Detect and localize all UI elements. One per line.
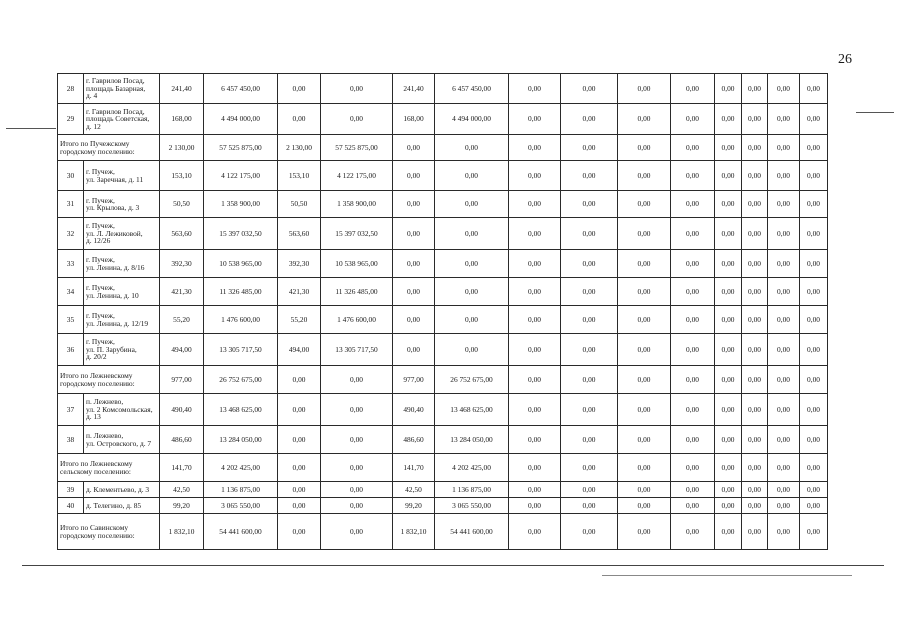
address-cell: п. Лежнево, ул. 2 Комсомольская, д. 13	[84, 394, 160, 426]
value-cell: 6 457 450,00	[204, 74, 278, 104]
value-cell: 421,30	[160, 278, 204, 306]
address-cell: г. Пучеж, ул. Ленина, д. 10	[84, 278, 160, 306]
address-cell: д. Клементьево, д. 3	[84, 482, 160, 498]
value-cell: 0,00	[742, 135, 768, 161]
subtotal-label: Итого по Лежневскому сельскому поселению:	[58, 454, 160, 482]
value-cell: 0,00	[618, 278, 671, 306]
value-cell: 486,60	[393, 426, 435, 454]
value-cell: 0,00	[509, 482, 561, 498]
value-cell: 0,00	[509, 161, 561, 191]
value-cell: 1 358 900,00	[204, 191, 278, 218]
value-cell: 0,00	[618, 426, 671, 454]
value-cell: 0,00	[715, 306, 742, 334]
value-cell: 15 397 032,50	[321, 218, 393, 250]
value-cell: 0,00	[671, 454, 715, 482]
value-cell: 0,00	[321, 454, 393, 482]
value-cell: 0,00	[715, 161, 742, 191]
value-cell: 0,00	[768, 366, 800, 394]
value-cell: 0,00	[768, 278, 800, 306]
table-row	[58, 250, 828, 278]
row-number: 37	[58, 394, 84, 426]
value-cell: 0,00	[509, 135, 561, 161]
value-cell: 0,00	[800, 514, 828, 550]
value-cell: 13 305 717,50	[321, 334, 393, 366]
value-cell: 0,00	[742, 191, 768, 218]
value-cell: 26 752 675,00	[435, 366, 509, 394]
row-number: 32	[58, 218, 84, 250]
value-cell: 0,00	[561, 135, 618, 161]
value-cell: 99,20	[160, 498, 204, 514]
value-cell: 490,40	[160, 394, 204, 426]
subtotal-row	[58, 366, 828, 394]
value-cell: 0,00	[278, 482, 321, 498]
value-cell: 0,00	[671, 498, 715, 514]
value-cell: 0,00	[671, 306, 715, 334]
left-margin-mark	[6, 128, 56, 129]
value-cell: 0,00	[715, 514, 742, 550]
value-cell: 0,00	[618, 218, 671, 250]
address-cell: г. Пучеж, ул. Ленина, д. 12/19	[84, 306, 160, 334]
value-cell: 0,00	[768, 334, 800, 366]
value-cell: 0,00	[768, 135, 800, 161]
value-cell: 0,00	[561, 498, 618, 514]
value-cell: 0,00	[800, 218, 828, 250]
value-cell: 421,30	[278, 278, 321, 306]
value-cell: 0,00	[561, 514, 618, 550]
value-cell: 0,00	[800, 394, 828, 426]
value-cell: 0,00	[509, 191, 561, 218]
value-cell: 0,00	[435, 334, 509, 366]
table-row	[58, 191, 828, 218]
value-cell: 0,00	[715, 394, 742, 426]
value-cell: 13 468 625,00	[435, 394, 509, 426]
value-cell: 0,00	[435, 135, 509, 161]
value-cell: 0,00	[671, 218, 715, 250]
row-number: 30	[58, 161, 84, 191]
bottom-rule	[22, 565, 884, 566]
value-cell: 0,00	[800, 250, 828, 278]
value-cell: 0,00	[561, 394, 618, 426]
page-number: 26	[838, 52, 852, 67]
value-cell: 1 136 875,00	[435, 482, 509, 498]
table-row	[58, 74, 828, 104]
value-cell: 55,20	[160, 306, 204, 334]
value-cell: 0,00	[800, 278, 828, 306]
value-cell: 0,00	[618, 514, 671, 550]
value-cell: 0,00	[509, 498, 561, 514]
value-cell: 1 136 875,00	[204, 482, 278, 498]
value-cell: 0,00	[509, 366, 561, 394]
value-cell: 563,60	[278, 218, 321, 250]
value-cell: 0,00	[321, 366, 393, 394]
value-cell: 0,00	[715, 426, 742, 454]
subtotal-label: Итого по Савинскому городскому поселению:	[58, 514, 160, 550]
value-cell: 0,00	[561, 278, 618, 306]
value-cell: 0,00	[671, 135, 715, 161]
value-cell: 0,00	[800, 454, 828, 482]
value-cell: 0,00	[618, 498, 671, 514]
value-cell: 0,00	[742, 278, 768, 306]
value-cell: 0,00	[393, 306, 435, 334]
value-cell: 0,00	[800, 426, 828, 454]
value-cell: 2 130,00	[278, 135, 321, 161]
value-cell: 241,40	[160, 74, 204, 104]
table-row	[58, 498, 828, 514]
value-cell: 0,00	[321, 498, 393, 514]
value-cell: 4 494 000,00	[204, 104, 278, 135]
value-cell: 0,00	[671, 191, 715, 218]
value-cell: 0,00	[393, 334, 435, 366]
table-row	[58, 218, 828, 250]
value-cell: 0,00	[715, 366, 742, 394]
value-cell: 0,00	[768, 394, 800, 426]
value-cell: 0,00	[278, 498, 321, 514]
value-cell: 0,00	[715, 250, 742, 278]
value-cell: 13 468 625,00	[204, 394, 278, 426]
value-cell: 3 065 550,00	[435, 498, 509, 514]
value-cell: 57 525 875,00	[204, 135, 278, 161]
row-number: 31	[58, 191, 84, 218]
value-cell: 0,00	[671, 514, 715, 550]
value-cell: 141,70	[393, 454, 435, 482]
value-cell: 26 752 675,00	[204, 366, 278, 394]
value-cell: 0,00	[768, 191, 800, 218]
value-cell: 0,00	[393, 250, 435, 278]
value-cell: 0,00	[321, 426, 393, 454]
value-cell: 0,00	[768, 454, 800, 482]
value-cell: 0,00	[618, 161, 671, 191]
value-cell: 0,00	[509, 278, 561, 306]
value-cell: 0,00	[321, 74, 393, 104]
value-cell: 0,00	[742, 334, 768, 366]
value-cell: 0,00	[561, 74, 618, 104]
value-cell: 0,00	[715, 104, 742, 135]
value-cell: 0,00	[509, 104, 561, 135]
value-cell: 4 122 175,00	[204, 161, 278, 191]
value-cell: 0,00	[393, 218, 435, 250]
value-cell: 0,00	[671, 394, 715, 426]
value-cell: 977,00	[393, 366, 435, 394]
value-cell: 0,00	[671, 334, 715, 366]
row-number: 38	[58, 426, 84, 454]
address-cell: г. Пучеж, ул. Ленина, д. 8/16	[84, 250, 160, 278]
value-cell: 1 476 600,00	[321, 306, 393, 334]
value-cell: 0,00	[278, 366, 321, 394]
value-cell: 0,00	[800, 135, 828, 161]
value-cell: 0,00	[800, 104, 828, 135]
value-cell: 0,00	[435, 191, 509, 218]
value-cell: 0,00	[671, 366, 715, 394]
value-cell: 4 202 425,00	[435, 454, 509, 482]
value-cell: 0,00	[278, 394, 321, 426]
value-cell: 0,00	[671, 104, 715, 135]
value-cell: 0,00	[671, 278, 715, 306]
value-cell: 0,00	[435, 161, 509, 191]
value-cell: 0,00	[321, 104, 393, 135]
value-cell: 0,00	[618, 135, 671, 161]
table-row	[58, 426, 828, 454]
value-cell: 0,00	[768, 306, 800, 334]
value-cell: 486,60	[160, 426, 204, 454]
row-number: 33	[58, 250, 84, 278]
value-cell: 0,00	[768, 161, 800, 191]
value-cell: 0,00	[742, 250, 768, 278]
value-cell: 0,00	[278, 426, 321, 454]
value-cell: 0,00	[509, 218, 561, 250]
value-cell: 0,00	[509, 306, 561, 334]
value-cell: 0,00	[321, 394, 393, 426]
value-cell: 153,10	[160, 161, 204, 191]
value-cell: 0,00	[715, 278, 742, 306]
value-cell: 0,00	[509, 74, 561, 104]
value-cell: 0,00	[768, 74, 800, 104]
value-cell: 1 832,10	[393, 514, 435, 550]
value-cell: 0,00	[435, 218, 509, 250]
value-cell: 0,00	[393, 278, 435, 306]
value-cell: 0,00	[742, 104, 768, 135]
value-cell: 0,00	[715, 498, 742, 514]
table-row	[58, 104, 828, 135]
value-cell: 0,00	[393, 161, 435, 191]
value-cell: 392,30	[278, 250, 321, 278]
value-cell: 0,00	[671, 426, 715, 454]
value-cell: 0,00	[715, 454, 742, 482]
row-number: 39	[58, 482, 84, 498]
address-cell: г. Гаврилов Посад, площадь Базарная, д. 4	[84, 74, 160, 104]
value-cell: 0,00	[800, 498, 828, 514]
value-cell: 0,00	[618, 104, 671, 135]
value-cell: 11 326 485,00	[321, 278, 393, 306]
value-cell: 0,00	[321, 482, 393, 498]
value-cell: 0,00	[768, 498, 800, 514]
value-cell: 241,40	[393, 74, 435, 104]
value-cell: 11 326 485,00	[204, 278, 278, 306]
address-cell: г. Пучеж, ул. П. Зарубина, д. 20/2	[84, 334, 160, 366]
row-number: 40	[58, 498, 84, 514]
value-cell: 0,00	[742, 161, 768, 191]
value-cell: 0,00	[715, 191, 742, 218]
value-cell: 0,00	[509, 250, 561, 278]
address-cell: г. Пучеж, ул. Л. Лежиковой, д. 12/26	[84, 218, 160, 250]
value-cell: 1 832,10	[160, 514, 204, 550]
value-cell: 0,00	[435, 306, 509, 334]
value-cell: 15 397 032,50	[204, 218, 278, 250]
value-cell: 0,00	[671, 482, 715, 498]
value-cell: 168,00	[160, 104, 204, 135]
address-cell: п. Лежнево, ул. Островского, д. 7	[84, 426, 160, 454]
value-cell: 0,00	[278, 514, 321, 550]
value-cell: 0,00	[561, 482, 618, 498]
value-cell: 0,00	[742, 306, 768, 334]
value-cell: 0,00	[671, 161, 715, 191]
value-cell: 4 122 175,00	[321, 161, 393, 191]
value-cell: 3 065 550,00	[204, 498, 278, 514]
value-cell: 0,00	[561, 454, 618, 482]
value-cell: 0,00	[509, 454, 561, 482]
value-cell: 0,00	[671, 74, 715, 104]
value-cell: 0,00	[618, 250, 671, 278]
table-row	[58, 306, 828, 334]
value-cell: 0,00	[742, 454, 768, 482]
address-cell: г. Пучеж, ул. Крылова, д. 3	[84, 191, 160, 218]
value-cell: 6 457 450,00	[435, 74, 509, 104]
value-cell: 0,00	[561, 366, 618, 394]
bottom-rule-short	[602, 575, 852, 576]
value-cell: 977,00	[160, 366, 204, 394]
table-body	[58, 74, 828, 550]
value-cell: 0,00	[561, 191, 618, 218]
address-cell: г. Пучеж, ул. Заречная, д. 11	[84, 161, 160, 191]
table-row	[58, 394, 828, 426]
value-cell: 0,00	[618, 454, 671, 482]
row-number: 28	[58, 74, 84, 104]
table-row	[58, 482, 828, 498]
value-cell: 0,00	[742, 218, 768, 250]
value-cell: 0,00	[561, 306, 618, 334]
value-cell: 42,50	[160, 482, 204, 498]
value-cell: 494,00	[160, 334, 204, 366]
value-cell: 99,20	[393, 498, 435, 514]
subtotal-row	[58, 135, 828, 161]
value-cell: 0,00	[715, 334, 742, 366]
value-cell: 42,50	[393, 482, 435, 498]
value-cell: 0,00	[768, 426, 800, 454]
value-cell: 0,00	[715, 74, 742, 104]
value-cell: 0,00	[561, 218, 618, 250]
value-cell: 0,00	[278, 454, 321, 482]
value-cell: 0,00	[768, 514, 800, 550]
housing-register-table	[57, 73, 828, 550]
value-cell: 4 494 000,00	[435, 104, 509, 135]
value-cell: 0,00	[618, 74, 671, 104]
row-number: 36	[58, 334, 84, 366]
value-cell: 0,00	[393, 191, 435, 218]
value-cell: 1 358 900,00	[321, 191, 393, 218]
value-cell: 0,00	[278, 74, 321, 104]
table-row	[58, 334, 828, 366]
value-cell: 0,00	[742, 366, 768, 394]
value-cell: 563,60	[160, 218, 204, 250]
value-cell: 54 441 600,00	[435, 514, 509, 550]
value-cell: 0,00	[715, 482, 742, 498]
value-cell: 0,00	[435, 250, 509, 278]
value-cell: 50,50	[278, 191, 321, 218]
value-cell: 0,00	[742, 426, 768, 454]
value-cell: 168,00	[393, 104, 435, 135]
value-cell: 0,00	[742, 482, 768, 498]
value-cell: 10 538 965,00	[321, 250, 393, 278]
value-cell: 0,00	[742, 514, 768, 550]
value-cell: 0,00	[393, 135, 435, 161]
value-cell: 2 130,00	[160, 135, 204, 161]
subtotal-row	[58, 514, 828, 550]
value-cell: 10 538 965,00	[204, 250, 278, 278]
value-cell: 0,00	[800, 366, 828, 394]
subtotal-label: Итого по Лежневскому городскому поселению:	[58, 366, 160, 394]
value-cell: 0,00	[768, 482, 800, 498]
value-cell: 0,00	[800, 482, 828, 498]
value-cell: 13 305 717,50	[204, 334, 278, 366]
value-cell: 0,00	[509, 394, 561, 426]
table-row	[58, 278, 828, 306]
value-cell: 0,00	[768, 104, 800, 135]
value-cell: 54 441 600,00	[204, 514, 278, 550]
value-cell: 0,00	[509, 334, 561, 366]
address-cell: г. Гаврилов Посад, площадь Советская, д. 12	[84, 104, 160, 135]
value-cell: 0,00	[671, 250, 715, 278]
table-row	[58, 161, 828, 191]
value-cell: 0,00	[561, 250, 618, 278]
value-cell: 494,00	[278, 334, 321, 366]
row-number: 29	[58, 104, 84, 135]
subtotal-row	[58, 454, 828, 482]
value-cell: 0,00	[742, 498, 768, 514]
value-cell: 0,00	[618, 482, 671, 498]
value-cell: 0,00	[278, 104, 321, 135]
subtotal-label: Итого по Пучежскому городскому поселению:	[58, 135, 160, 161]
value-cell: 0,00	[742, 74, 768, 104]
value-cell: 13 284 050,00	[435, 426, 509, 454]
value-cell: 490,40	[393, 394, 435, 426]
value-cell: 0,00	[768, 218, 800, 250]
value-cell: 141,70	[160, 454, 204, 482]
value-cell: 0,00	[509, 514, 561, 550]
value-cell: 0,00	[618, 366, 671, 394]
address-cell: д. Телегино, д. 85	[84, 498, 160, 514]
value-cell: 0,00	[742, 394, 768, 426]
value-cell: 4 202 425,00	[204, 454, 278, 482]
value-cell: 0,00	[800, 306, 828, 334]
value-cell: 55,20	[278, 306, 321, 334]
value-cell: 0,00	[509, 426, 561, 454]
value-cell: 57 525 875,00	[321, 135, 393, 161]
value-cell: 50,50	[160, 191, 204, 218]
value-cell: 0,00	[715, 135, 742, 161]
row-number: 35	[58, 306, 84, 334]
value-cell: 13 284 050,00	[204, 426, 278, 454]
value-cell: 0,00	[800, 191, 828, 218]
value-cell: 0,00	[561, 161, 618, 191]
value-cell: 0,00	[618, 191, 671, 218]
value-cell: 153,10	[278, 161, 321, 191]
row-number: 34	[58, 278, 84, 306]
value-cell: 0,00	[800, 74, 828, 104]
right-margin-mark	[856, 112, 894, 113]
value-cell: 0,00	[321, 514, 393, 550]
value-cell: 392,30	[160, 250, 204, 278]
value-cell: 1 476 600,00	[204, 306, 278, 334]
value-cell: 0,00	[715, 218, 742, 250]
value-cell: 0,00	[561, 426, 618, 454]
value-cell: 0,00	[561, 104, 618, 135]
value-cell: 0,00	[800, 161, 828, 191]
value-cell: 0,00	[618, 334, 671, 366]
value-cell: 0,00	[561, 334, 618, 366]
value-cell: 0,00	[435, 278, 509, 306]
value-cell: 0,00	[618, 394, 671, 426]
value-cell: 0,00	[618, 306, 671, 334]
value-cell: 0,00	[800, 334, 828, 366]
value-cell: 0,00	[768, 250, 800, 278]
